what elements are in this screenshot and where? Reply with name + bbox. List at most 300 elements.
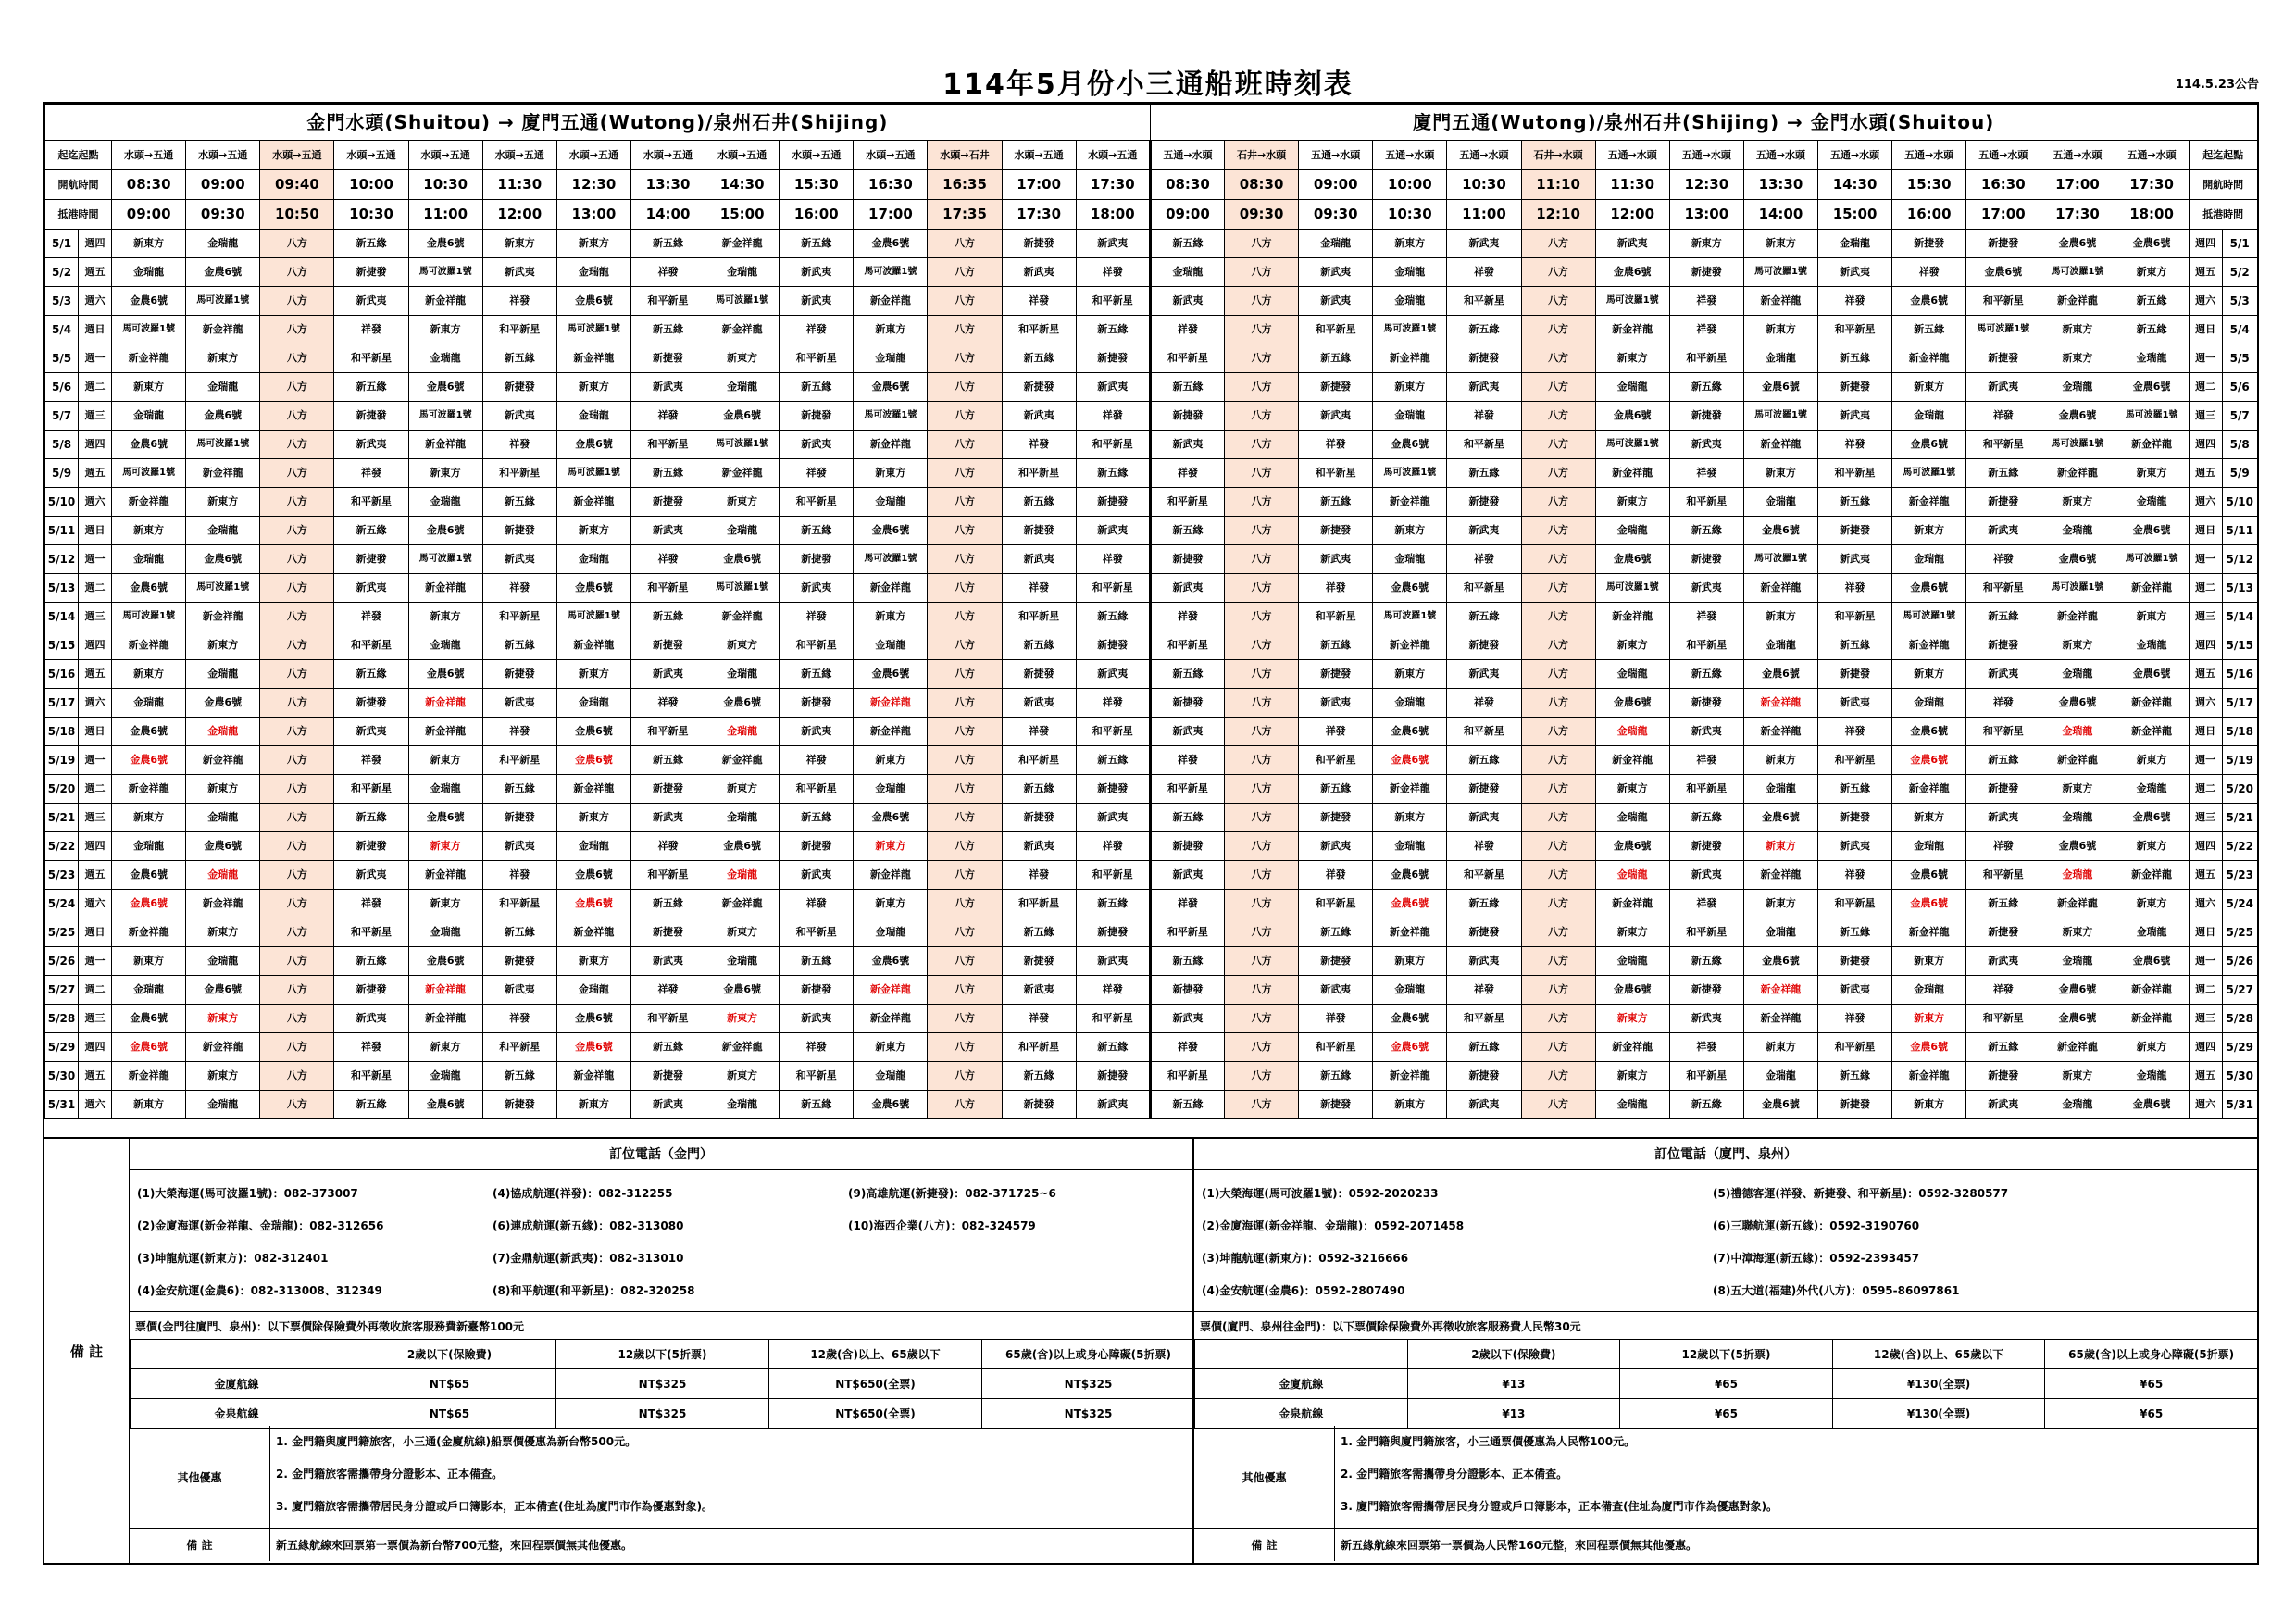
weekday-cell-right: 週四 xyxy=(2189,1033,2222,1062)
ship-cell: 和平新星 xyxy=(1966,574,2040,603)
date-cell: 5/26 xyxy=(45,947,79,976)
page-title: 114年5月份小三通船班時刻表 xyxy=(942,69,1354,101)
ship-cell: 和平新星 xyxy=(1150,918,1224,947)
fare-table xyxy=(130,1339,1195,1429)
ship-cell: 新五緣 xyxy=(1150,517,1224,545)
ship-cell: 八方 xyxy=(928,488,1002,517)
ship-cell: 新東方 xyxy=(408,316,482,344)
ship-cell: 新捷發 xyxy=(1669,402,1743,431)
date-cell-right: 5/26 xyxy=(2222,947,2257,976)
ship-cell: 新東方 xyxy=(2115,746,2189,775)
other-label: 其他優惠 xyxy=(130,1426,270,1528)
route-row-label: 起迄起點 xyxy=(45,141,112,170)
weekday-cell-right: 週六 xyxy=(2189,689,2222,718)
depart-row-cell: 08:30 xyxy=(1225,170,1299,200)
ship-cell: 金農6號 xyxy=(2115,230,2189,258)
ship-cell: 新東方 xyxy=(186,775,260,804)
ship-cell: 八方 xyxy=(260,258,334,287)
depart-row-cell: 16:30 xyxy=(854,170,928,200)
ship-cell: 金農6號 xyxy=(854,660,928,689)
ship-cell: 新武夷 xyxy=(1002,258,1076,287)
depart-row-cell: 16:35 xyxy=(928,170,1002,200)
ship-cell: 新武夷 xyxy=(1076,517,1150,545)
ship-cell: 新金祥龍 xyxy=(2115,861,2189,890)
ship-cell: 和平新星 xyxy=(1076,1005,1150,1033)
ship-cell: 八方 xyxy=(928,603,1002,631)
ship-cell: 新五緣 xyxy=(334,230,408,258)
weekday-cell-right: 週三 xyxy=(2189,603,2222,631)
ship-cell: 新東方 xyxy=(1743,316,1817,344)
ship-cell: 新捷發 xyxy=(1299,660,1373,689)
arrive-row-cell: 09:00 xyxy=(1150,200,1224,230)
ship-cell: 新金祥龍 xyxy=(112,631,186,660)
ship-cell: 八方 xyxy=(1521,574,1595,603)
ship-cell: 金農6號 xyxy=(408,230,482,258)
ship-cell: 新東方 xyxy=(2115,258,2189,287)
ship-cell: 八方 xyxy=(928,344,1002,373)
ship-cell: 新東方 xyxy=(186,344,260,373)
ship-cell: 新東方 xyxy=(854,832,928,861)
ship-cell: 金瑞龍 xyxy=(1373,402,1447,431)
ship-cell: 新東方 xyxy=(705,1005,780,1033)
weekday-cell-right: 週二 xyxy=(2189,574,2222,603)
ship-cell: 馬可波羅1號 xyxy=(2040,258,2115,287)
ship-cell: 祥發 xyxy=(1669,459,1743,488)
ship-cell: 新五緣 xyxy=(780,947,854,976)
ship-cell: 和平新星 xyxy=(1150,488,1224,517)
depart-row-cell: 08:30 xyxy=(1150,170,1224,200)
ship-cell: 和平新星 xyxy=(1299,1033,1373,1062)
table-row xyxy=(45,832,2258,861)
ship-cell: 馬可波羅1號 xyxy=(854,402,928,431)
ship-cell: 金農6號 xyxy=(705,402,780,431)
ship-cell: 金農6號 xyxy=(556,718,630,746)
arrive-row-cell: 09:30 xyxy=(1299,200,1373,230)
ship-cell: 八方 xyxy=(928,718,1002,746)
ship-cell: 新五緣 xyxy=(1818,631,1892,660)
ship-cell: 新金祥龍 xyxy=(408,861,482,890)
ship-cell: 金農6號 xyxy=(1743,804,1817,832)
ship-cell: 金農6號 xyxy=(1892,574,1966,603)
ship-cell: 新五緣 xyxy=(1002,775,1076,804)
ship-cell: 新東方 xyxy=(705,344,780,373)
ship-cell: 新五緣 xyxy=(780,804,854,832)
ship-cell: 金農6號 xyxy=(1373,746,1447,775)
weekday-cell-right: 週四 xyxy=(2189,631,2222,660)
ship-cell: 八方 xyxy=(1521,890,1595,918)
divider xyxy=(1194,1311,2257,1312)
ship-cell: 新捷發 xyxy=(780,545,854,574)
ship-cell: 新五緣 xyxy=(1076,890,1150,918)
weekday-cell: 週六 xyxy=(79,689,112,718)
ship-cell: 金農6號 xyxy=(705,689,780,718)
ship-cell: 新五緣 xyxy=(1447,890,1521,918)
ship-cell: 金瑞龍 xyxy=(556,832,630,861)
ship-cell: 祥發 xyxy=(1150,890,1224,918)
ship-cell: 新五緣 xyxy=(780,517,854,545)
ship-cell: 金瑞龍 xyxy=(705,718,780,746)
ship-cell: 八方 xyxy=(1521,287,1595,316)
ship-cell: 金瑞龍 xyxy=(1373,976,1447,1005)
ship-cell: 八方 xyxy=(260,746,334,775)
ship-cell: 新捷發 xyxy=(630,1062,705,1091)
ship-cell: 新東方 xyxy=(705,1062,780,1091)
ship-cell: 新東方 xyxy=(1669,230,1743,258)
ship-cell: 祥發 xyxy=(1150,1033,1224,1062)
ship-cell: 金農6號 xyxy=(556,1033,630,1062)
ship-cell: 新武夷 xyxy=(630,804,705,832)
weekday-cell-right: 週一 xyxy=(2189,947,2222,976)
date-cell: 5/12 xyxy=(45,545,79,574)
ship-cell: 新五緣 xyxy=(1669,804,1743,832)
date-cell-right: 5/23 xyxy=(2222,861,2257,890)
fare-header-cell: 12歲(含)以上、65歲以下 xyxy=(769,1340,982,1369)
ship-cell: 新金祥龍 xyxy=(854,976,928,1005)
ship-cell: 新捷發 xyxy=(1150,689,1224,718)
ship-cell: 和平新星 xyxy=(780,631,854,660)
ship-cell: 新金祥龍 xyxy=(186,459,260,488)
ship-cell: 新東方 xyxy=(705,918,780,947)
ship-cell: 馬可波羅1號 xyxy=(556,459,630,488)
ship-cell: 馬可波羅1號 xyxy=(186,287,260,316)
ship-cell: 金瑞龍 xyxy=(1743,918,1817,947)
depart-row-cell: 08:30 xyxy=(112,170,186,200)
ship-cell: 金瑞龍 xyxy=(854,631,928,660)
ship-cell: 金瑞龍 xyxy=(854,344,928,373)
ship-cell: 新捷發 xyxy=(780,976,854,1005)
depart-row-cell: 10:00 xyxy=(334,170,408,200)
date-cell-right: 5/15 xyxy=(2222,631,2257,660)
route-xiamen-to-kinmen: 廈門五通(Wutong)/泉州石井(Shijing) → 金門水頭(Shuitou) xyxy=(1150,105,2257,141)
weekday-cell: 週一 xyxy=(79,344,112,373)
depart-row-cell: 15:30 xyxy=(1892,170,1966,200)
ship-cell: 和平新星 xyxy=(1150,775,1224,804)
ship-cell: 新捷發 xyxy=(1966,344,2040,373)
ship-cell: 金農6號 xyxy=(1373,1033,1447,1062)
ship-cell: 新捷發 xyxy=(334,402,408,431)
ship-cell: 和平新星 xyxy=(334,631,408,660)
ship-cell: 新五緣 xyxy=(1818,918,1892,947)
ship-cell: 新東方 xyxy=(2040,918,2115,947)
ship-cell: 新東方 xyxy=(1373,373,1447,402)
ship-cell: 新捷發 xyxy=(1818,517,1892,545)
ship-cell: 新東方 xyxy=(186,918,260,947)
ship-cell: 新金祥龍 xyxy=(2040,603,2115,631)
ship-cell: 八方 xyxy=(260,918,334,947)
ship-cell: 新捷發 xyxy=(1002,230,1076,258)
ship-cell: 金瑞龍 xyxy=(112,689,186,718)
ship-cell: 新金祥龍 xyxy=(2115,431,2189,459)
ship-cell: 和平新星 xyxy=(630,431,705,459)
ship-cell: 新五緣 xyxy=(1076,746,1150,775)
ship-cell: 新五緣 xyxy=(630,459,705,488)
ship-cell: 八方 xyxy=(928,746,1002,775)
ship-cell: 新東方 xyxy=(854,603,928,631)
ship-cell: 金瑞龍 xyxy=(556,545,630,574)
arrive-row-cell: 17:00 xyxy=(854,200,928,230)
route-row-cell: 水頭→五通 xyxy=(186,141,260,170)
ship-cell: 新東方 xyxy=(705,631,780,660)
date-cell: 5/9 xyxy=(45,459,79,488)
ship-cell: 新金祥龍 xyxy=(854,574,928,603)
ship-cell: 和平新星 xyxy=(630,287,705,316)
ship-cell: 新五緣 xyxy=(1002,631,1076,660)
ship-cell: 八方 xyxy=(1521,804,1595,832)
route-row-cell: 水頭→五通 xyxy=(780,141,854,170)
ship-cell: 金瑞龍 xyxy=(1743,344,1817,373)
arrive-row-cell: 14:00 xyxy=(1743,200,1817,230)
ship-cell: 新金祥龍 xyxy=(186,746,260,775)
remark-label: 備 註 xyxy=(130,1528,270,1561)
depart-row xyxy=(45,170,2258,200)
date-cell: 5/23 xyxy=(45,861,79,890)
ship-cell: 新武夷 xyxy=(1447,1091,1521,1119)
ship-cell: 祥發 xyxy=(1076,545,1150,574)
ship-cell: 新東方 xyxy=(408,832,482,861)
ship-cell: 新捷發 xyxy=(1002,517,1076,545)
ship-cell: 金瑞龍 xyxy=(112,545,186,574)
ship-cell: 新武夷 xyxy=(1299,689,1373,718)
ship-cell: 新東方 xyxy=(186,488,260,517)
ship-cell: 祥發 xyxy=(1447,976,1521,1005)
ship-cell: 祥發 xyxy=(1076,258,1150,287)
route-row-cell: 五通→水頭 xyxy=(1743,141,1817,170)
ship-cell: 金瑞龍 xyxy=(408,488,482,517)
ship-cell: 金瑞龍 xyxy=(556,402,630,431)
ship-cell: 新五緣 xyxy=(1818,344,1892,373)
ship-cell: 八方 xyxy=(1225,1033,1299,1062)
ship-cell: 和平新星 xyxy=(1818,316,1892,344)
timetable-frame xyxy=(43,102,2259,1565)
ship-cell: 和平新星 xyxy=(482,1033,556,1062)
ship-cell: 馬可波羅1號 xyxy=(2040,574,2115,603)
ship-cell: 金農6號 xyxy=(112,718,186,746)
date-cell: 5/10 xyxy=(45,488,79,517)
arrive-row-cell: 11:00 xyxy=(408,200,482,230)
ship-cell: 八方 xyxy=(1225,230,1299,258)
ship-cell: 金農6號 xyxy=(1743,1091,1817,1119)
ship-cell: 新五緣 xyxy=(1299,631,1373,660)
ship-cell: 和平新星 xyxy=(1966,1005,2040,1033)
ship-cell: 新東方 xyxy=(1595,631,1669,660)
ship-cell: 新五緣 xyxy=(630,316,705,344)
ship-cell: 祥發 xyxy=(1818,574,1892,603)
date-cell-right: 5/3 xyxy=(2222,287,2257,316)
ship-cell: 金農6號 xyxy=(2040,689,2115,718)
ship-cell: 金農6號 xyxy=(1892,287,1966,316)
arrive-row-cell: 12:00 xyxy=(1595,200,1669,230)
ship-cell: 八方 xyxy=(260,574,334,603)
ship-cell: 和平新星 xyxy=(1076,574,1150,603)
ship-cell: 八方 xyxy=(928,287,1002,316)
ship-cell: 金農6號 xyxy=(112,574,186,603)
ship-cell: 祥發 xyxy=(1002,1005,1076,1033)
ship-cell: 八方 xyxy=(260,488,334,517)
depart-row-cell: 09:00 xyxy=(186,170,260,200)
ship-cell: 八方 xyxy=(928,258,1002,287)
ship-cell: 金瑞龍 xyxy=(2040,517,2115,545)
ship-cell: 新捷發 xyxy=(630,488,705,517)
ship-cell: 新武夷 xyxy=(482,545,556,574)
booking-phone: (2)金廈海運(新金祥龍、金瑞龍)：0592-2071458 xyxy=(1202,1219,1465,1232)
ship-cell: 新五緣 xyxy=(780,660,854,689)
ship-cell: 新捷發 xyxy=(1447,918,1521,947)
ship-cell: 新金祥龍 xyxy=(1743,287,1817,316)
fare-cell: 金廈航線 xyxy=(1195,1369,1408,1399)
ship-cell: 新五緣 xyxy=(1150,230,1224,258)
ship-cell: 金農6號 xyxy=(186,832,260,861)
ship-cell: 新捷發 xyxy=(1076,488,1150,517)
ship-cell: 新武夷 xyxy=(1818,976,1892,1005)
ship-cell: 和平新星 xyxy=(1818,1033,1892,1062)
ship-cell: 新金祥龍 xyxy=(1892,775,1966,804)
weekday-cell-right: 週五 xyxy=(2189,660,2222,689)
ship-cell: 八方 xyxy=(928,373,1002,402)
ship-cell: 新東方 xyxy=(112,1091,186,1119)
ship-cell: 新武夷 xyxy=(1299,832,1373,861)
table-row xyxy=(45,947,2258,976)
notice-date: 114.5.23公告 xyxy=(2175,78,2259,92)
ship-cell: 祥發 xyxy=(1002,718,1076,746)
weekday-cell: 週六 xyxy=(79,890,112,918)
arrive-row-cell: 17:35 xyxy=(928,200,1002,230)
ship-cell: 金瑞龍 xyxy=(1150,258,1224,287)
ship-cell: 金瑞龍 xyxy=(705,1091,780,1119)
ship-cell: 金瑞龍 xyxy=(186,660,260,689)
ship-cell: 新東方 xyxy=(112,517,186,545)
table-row xyxy=(45,258,2258,287)
ship-cell: 和平新星 xyxy=(334,775,408,804)
ship-cell: 新金祥龍 xyxy=(1595,459,1669,488)
ship-cell: 祥發 xyxy=(1299,1005,1373,1033)
ship-cell: 新金祥龍 xyxy=(112,1062,186,1091)
ship-cell: 新五緣 xyxy=(1818,775,1892,804)
fare-cell: 金廈航線 xyxy=(131,1369,343,1399)
booking-phone: (8)五大道(福建)外代(八方)：0595-86097861 xyxy=(1713,1284,1960,1297)
ship-cell: 新金祥龍 xyxy=(1373,918,1447,947)
ship-cell: 金瑞龍 xyxy=(854,918,928,947)
ship-cell: 八方 xyxy=(1225,746,1299,775)
ship-cell: 新捷發 xyxy=(482,1091,556,1119)
fare-cell: NT$325 xyxy=(556,1369,769,1399)
fare-cell: NT$65 xyxy=(343,1369,556,1399)
fare-header-cell: 12歲(含)以上、65歲以下 xyxy=(1832,1340,2045,1369)
ship-cell: 馬可波羅1號 xyxy=(854,258,928,287)
ship-cell: 新捷發 xyxy=(334,258,408,287)
ship-cell: 馬可波羅1號 xyxy=(1743,545,1817,574)
date-cell-right: 5/24 xyxy=(2222,890,2257,918)
ship-cell: 八方 xyxy=(1521,431,1595,459)
ship-cell: 八方 xyxy=(260,660,334,689)
ship-cell: 和平新星 xyxy=(334,1062,408,1091)
ship-cell: 新五緣 xyxy=(1669,660,1743,689)
ship-cell: 新五緣 xyxy=(1299,775,1373,804)
ship-cell: 金瑞龍 xyxy=(1892,689,1966,718)
weekday-cell-right: 週六 xyxy=(2189,1091,2222,1119)
route-row-cell: 水頭→五通 xyxy=(334,141,408,170)
ship-cell: 金農6號 xyxy=(854,1091,928,1119)
ship-cell: 新武夷 xyxy=(780,718,854,746)
weekday-cell-right: 週一 xyxy=(2189,545,2222,574)
ship-cell: 新捷發 xyxy=(780,402,854,431)
ship-cell: 和平新星 xyxy=(1669,918,1743,947)
ship-cell: 新五緣 xyxy=(334,660,408,689)
ship-cell: 和平新星 xyxy=(1447,1005,1521,1033)
depart-row-cell: 14:30 xyxy=(705,170,780,200)
ship-cell: 金瑞龍 xyxy=(556,689,630,718)
ship-cell: 八方 xyxy=(928,861,1002,890)
ship-cell: 金農6號 xyxy=(556,431,630,459)
ship-cell: 新武夷 xyxy=(1002,689,1076,718)
ship-cell: 新五緣 xyxy=(1150,947,1224,976)
other-discounts xyxy=(130,1426,1192,1528)
weekday-cell: 週日 xyxy=(79,517,112,545)
fare-header-cell: 12歲以下(5折票) xyxy=(556,1340,769,1369)
ship-cell: 新武夷 xyxy=(1076,230,1150,258)
ship-cell: 新武夷 xyxy=(1076,804,1150,832)
ship-cell: 金農6號 xyxy=(556,287,630,316)
date-cell: 5/30 xyxy=(45,1062,79,1091)
ship-cell: 新金祥龍 xyxy=(112,775,186,804)
date-cell-right: 5/28 xyxy=(2222,1005,2257,1033)
ship-cell: 和平新星 xyxy=(1002,890,1076,918)
date-cell-right: 5/22 xyxy=(2222,832,2257,861)
ship-cell: 新金祥龍 xyxy=(1595,316,1669,344)
weekday-cell-right: 週二 xyxy=(2189,976,2222,1005)
ship-cell: 新武夷 xyxy=(1299,402,1373,431)
phone-heading: 訂位電話（金門） xyxy=(130,1139,1192,1170)
ship-cell: 金農6號 xyxy=(2115,947,2189,976)
arrive-row-cell: 13:00 xyxy=(556,200,630,230)
ship-cell: 新捷發 xyxy=(1076,918,1150,947)
ship-cell: 新武夷 xyxy=(482,258,556,287)
table-row xyxy=(45,488,2258,517)
ship-cell: 祥發 xyxy=(482,1005,556,1033)
ship-cell: 新東方 xyxy=(1595,918,1669,947)
ship-cell: 新金祥龍 xyxy=(556,631,630,660)
ship-cell: 新金祥龍 xyxy=(2115,689,2189,718)
ship-cell: 馬可波羅1號 xyxy=(705,574,780,603)
table-row xyxy=(45,1091,2258,1119)
ship-cell: 金農6號 xyxy=(2115,517,2189,545)
ship-cell: 新東方 xyxy=(2040,1062,2115,1091)
fare-cell: ¥130(全票) xyxy=(1832,1399,2045,1429)
date-cell: 5/7 xyxy=(45,402,79,431)
arrive-row-cell: 09:30 xyxy=(1225,200,1299,230)
ship-cell: 新金祥龍 xyxy=(556,1062,630,1091)
ship-cell: 新捷發 xyxy=(1299,804,1373,832)
ship-cell: 新東方 xyxy=(2040,631,2115,660)
ship-cell: 金農6號 xyxy=(112,746,186,775)
weekday-cell: 週三 xyxy=(79,603,112,631)
ship-cell: 新東方 xyxy=(556,1091,630,1119)
ship-cell: 新捷發 xyxy=(1002,804,1076,832)
ship-cell: 祥發 xyxy=(1150,746,1224,775)
ship-cell: 祥發 xyxy=(1150,316,1224,344)
ship-cell: 和平新星 xyxy=(1447,574,1521,603)
ship-cell: 八方 xyxy=(1521,603,1595,631)
ship-cell: 馬可波羅1號 xyxy=(1743,258,1817,287)
ship-cell: 八方 xyxy=(1225,660,1299,689)
booking-phone: (3)坤龍航運(新東方)：082-312401 xyxy=(137,1252,329,1265)
ship-cell: 祥發 xyxy=(1966,976,2040,1005)
ship-cell: 新武夷 xyxy=(1966,804,2040,832)
booking-phone: (4)金安航運(金農6)：082-313008、312349 xyxy=(137,1284,382,1297)
ship-cell: 新武夷 xyxy=(1447,373,1521,402)
ship-cell: 新金祥龍 xyxy=(556,488,630,517)
date-cell: 5/28 xyxy=(45,1005,79,1033)
ship-cell: 祥發 xyxy=(482,718,556,746)
